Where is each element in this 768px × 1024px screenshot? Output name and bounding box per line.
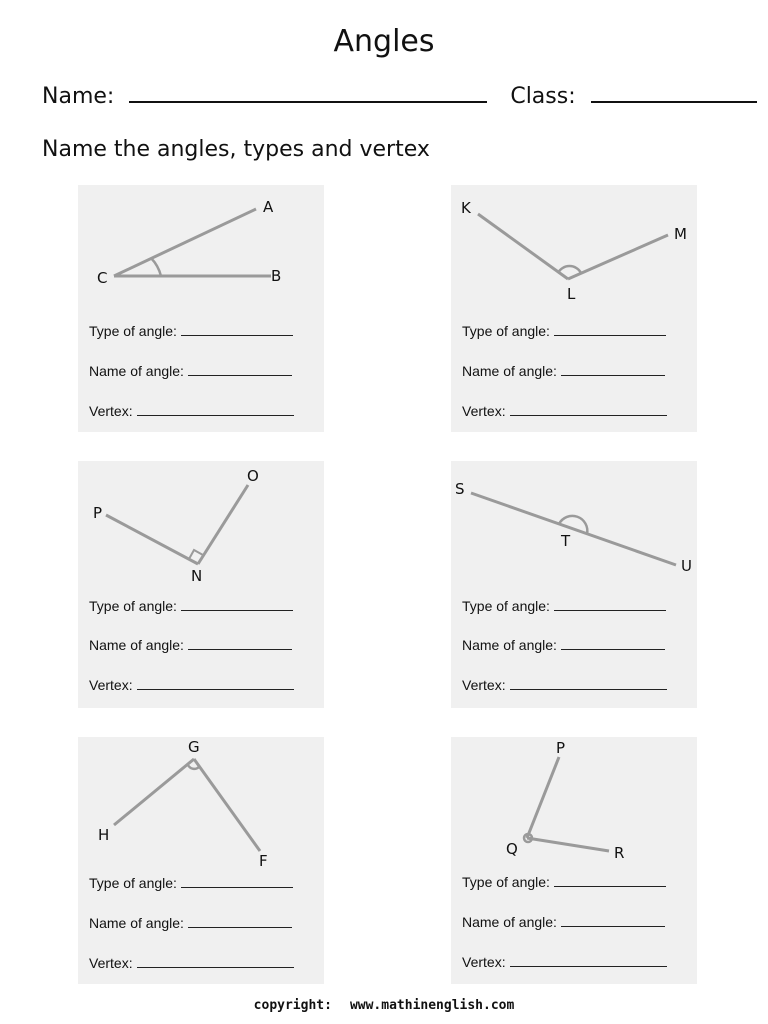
answer-blank[interactable] <box>137 414 294 416</box>
answer-blank[interactable] <box>181 334 293 336</box>
footer <box>0 998 768 1013</box>
name-class-row <box>42 84 742 109</box>
point-label: K <box>461 199 471 217</box>
copyright-label: copyright: <box>253 998 332 1013</box>
class-blank[interactable] <box>591 100 757 103</box>
answer-blank[interactable] <box>188 374 292 376</box>
vertex-label: L <box>567 285 576 303</box>
point-label: M <box>674 225 687 243</box>
angle-diagram-4 <box>451 461 697 591</box>
vertex-field: Vertex: <box>462 954 667 970</box>
angle-card-2 <box>451 185 697 432</box>
name-of-angle-field: Name of angle: <box>462 637 665 653</box>
name-label: Name: <box>42 84 115 109</box>
answer-blank[interactable] <box>510 414 667 416</box>
angle-card-5 <box>78 737 324 984</box>
answer-blank[interactable] <box>561 648 665 650</box>
answer-blank[interactable] <box>554 334 666 336</box>
vertex-label: C <box>97 269 108 287</box>
type-of-angle-field: Type of angle: <box>89 598 293 614</box>
name-of-angle-field: Name of angle: <box>89 363 292 379</box>
name-blank[interactable] <box>129 100 487 103</box>
vertex-field: Vertex: <box>89 955 294 971</box>
vertex-label: Q <box>506 840 518 858</box>
answer-blank[interactable] <box>137 966 294 968</box>
angle-diagram-6 <box>451 737 697 872</box>
answer-blank[interactable] <box>137 688 294 690</box>
answer-blank[interactable] <box>561 374 665 376</box>
name-of-angle-field: Name of angle: <box>462 363 665 379</box>
name-of-angle-field: Name of angle: <box>462 914 665 930</box>
point-label: B <box>271 267 282 285</box>
point-label: A <box>263 198 274 216</box>
angle-card-6 <box>451 737 697 984</box>
class-label: Class: <box>510 84 576 109</box>
type-of-angle-field: Type of angle: <box>462 598 666 614</box>
answer-blank[interactable] <box>188 926 292 928</box>
vertex-label: G <box>188 738 200 756</box>
page-title: Angles <box>333 24 435 59</box>
angle-card-3 <box>78 461 324 708</box>
answer-blank[interactable] <box>554 609 666 611</box>
point-label: P <box>556 739 566 757</box>
angle-diagram-3 <box>78 461 324 591</box>
name-of-angle-field: Name of angle: <box>89 637 292 653</box>
answer-blank[interactable] <box>561 925 665 927</box>
vertex-label: N <box>191 567 203 585</box>
website-link[interactable]: www.mathinenglish.com <box>349 998 515 1013</box>
point-label: F <box>259 852 268 870</box>
point-label: H <box>98 826 110 844</box>
type-of-angle-field: Type of angle: <box>89 323 293 339</box>
type-of-angle-field: Type of angle: <box>462 874 666 890</box>
vertex-field: Vertex: <box>462 677 667 693</box>
point-label: O <box>247 467 259 485</box>
point-label: P <box>93 504 103 522</box>
vertex-field: Vertex: <box>462 403 667 419</box>
vertex-field: Vertex: <box>89 677 294 693</box>
type-of-angle-field: Type of angle: <box>89 875 293 891</box>
angle-card-4 <box>451 461 697 708</box>
angle-card-1 <box>78 185 324 432</box>
instructions: Name the angles, types and vertex <box>42 137 430 162</box>
vertex-field: Vertex: <box>89 403 294 419</box>
type-of-angle-field: Type of angle: <box>462 323 666 339</box>
point-label: S <box>455 480 465 498</box>
angle-diagram-2 <box>451 185 697 315</box>
answer-blank[interactable] <box>510 965 667 967</box>
name-of-angle-field: Name of angle: <box>89 915 292 931</box>
answer-blank[interactable] <box>181 609 293 611</box>
answer-blank[interactable] <box>510 688 667 690</box>
vertex-label: T <box>561 532 571 550</box>
answer-blank[interactable] <box>181 886 293 888</box>
angle-diagram-5 <box>78 737 324 872</box>
point-label: R <box>614 844 625 862</box>
point-label: U <box>681 557 692 575</box>
answer-blank[interactable] <box>188 648 292 650</box>
answer-blank[interactable] <box>554 885 666 887</box>
angle-diagram-1 <box>78 185 324 315</box>
